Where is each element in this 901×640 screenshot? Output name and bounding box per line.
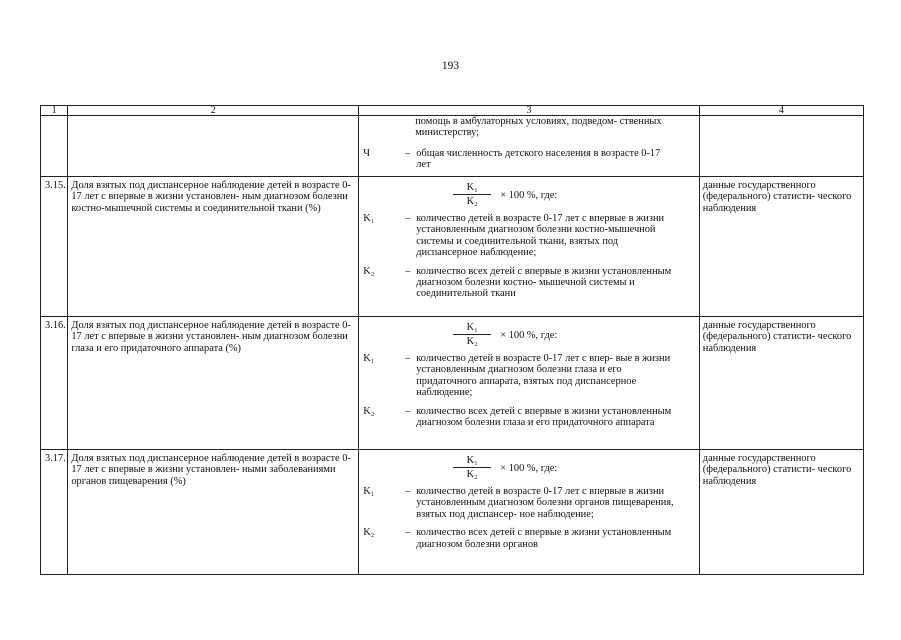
indicator-name: Доля взятых под диспансерное наблюдение детей в возрасте 0-17 лет с впервые в жизни установлен- ными заболеваниями органов пищеварения (%)	[68, 450, 359, 575]
definition-text: количество детей в возрасте 0-17 лет с впервые в жизни установленным диагнозом болезни органов пищеварения, взятых под диспансер- ное наблюдение;	[416, 486, 674, 520]
definition-symbol: K₁	[363, 353, 375, 364]
header-col-3: 3	[359, 106, 700, 116]
definition-text: количество всех детей с впервые в жизни установленным диагнозом болезни костно- мышечной системы и соединительной ткани	[416, 265, 672, 300]
definition-k1	[362, 486, 696, 520]
table-row	[41, 177, 864, 317]
definition-text: общая численность детского населения в возрасте 0-17 лет	[416, 147, 661, 171]
definition-text: количество всех детей с впервые в жизни установленным диагнозом болезни глаза и его придаточного аппарата	[416, 405, 672, 429]
row-number: 3.15.	[41, 177, 68, 317]
definition-ch	[362, 148, 696, 171]
denominator: K₂	[466, 469, 478, 480]
definition-text: количество детей в возрасте 0-17 лет с впервые в жизни установленным диагнозом болезни костно-мышечной системы и соединительной ткани, взятых под диспансерное наблюдение;	[416, 213, 665, 259]
indicator-name: Доля взятых под диспансерное наблюдение детей в возрасте 0-17 лет с впервые в жизни установлен- ным диагнозом болезни костно-мышечной системы и соединительной ткани (%)	[68, 177, 359, 317]
data-source: данные государственного (федерального) статисти- ческого наблюдения	[699, 317, 863, 450]
denominator: K₂	[466, 196, 478, 207]
table-row	[41, 450, 864, 575]
definition-text: количество всех детей с впервые в жизни установленным диагнозом болезни органов	[416, 527, 672, 550]
denominator: K₂	[466, 336, 478, 347]
header-col-2: 2	[68, 106, 359, 116]
continuation-row	[41, 116, 864, 177]
definition-symbol: K₂	[363, 527, 375, 539]
indicators-table	[40, 105, 864, 575]
definition-dash: –	[405, 353, 411, 364]
definition-k1	[362, 353, 696, 399]
header-row	[41, 106, 864, 116]
definition-k2	[362, 406, 696, 429]
definition-dash: –	[405, 527, 411, 539]
fraction	[452, 455, 492, 482]
data-source: данные государственного (федерального) статисти- ческого наблюдения	[699, 177, 863, 317]
definition-symbol: Ч	[363, 147, 370, 159]
calculation-method	[359, 177, 700, 317]
definition-dash: –	[405, 147, 411, 159]
formula-text: × 100 %, где:	[500, 329, 558, 341]
definition-symbol: K₂	[363, 265, 375, 277]
definition-dash: –	[405, 213, 411, 224]
formula	[452, 182, 696, 209]
definition-k2	[362, 266, 696, 300]
numerator: K₁	[453, 455, 491, 468]
data-source: данные государственного (федерального) статисти- ческого наблюдения	[699, 450, 863, 575]
header-col-1: 1	[41, 106, 68, 116]
definition-text: количество детей в возрасте 0-17 лет с впер- вые в жизни установленным диагнозом болезни глаза и его придаточного аппарата, взятых под диспансерное наблюдение;	[416, 353, 671, 399]
definition-symbol: K₂	[363, 405, 375, 417]
table-row	[41, 317, 864, 450]
definition-dash: –	[405, 265, 411, 277]
header-col-4: 4	[699, 106, 863, 116]
row-number: 3.16.	[41, 317, 68, 450]
page-number: 193	[441, 60, 460, 72]
calculation-method	[359, 317, 700, 450]
continuation-text: помощь в амбулаторных условиях, подведом- ственных министерству;	[415, 116, 662, 139]
definition-symbol: K₁	[363, 213, 375, 224]
row-number: 3.17.	[41, 450, 68, 575]
indicator-name: Доля взятых под диспансерное наблюдение детей в возрасте 0-17 лет с впервые в жизни установлен- ным диагнозом болезни глаза и его придаточного аппарата (%)	[68, 317, 359, 450]
formula-text: × 100 %, где:	[500, 189, 558, 201]
formula	[452, 322, 696, 349]
definition-k1	[362, 213, 696, 259]
formula	[452, 455, 696, 482]
definition-dash: –	[405, 486, 411, 497]
formula-text: × 100 %, где:	[500, 462, 558, 474]
fraction	[452, 322, 492, 349]
definition-symbol: K₁	[363, 486, 375, 497]
fraction	[452, 182, 492, 209]
calculation-method	[359, 450, 700, 575]
numerator: K₁	[453, 182, 491, 195]
definition-k2	[362, 527, 696, 550]
definition-dash: –	[405, 405, 411, 417]
numerator: K₁	[453, 322, 491, 335]
